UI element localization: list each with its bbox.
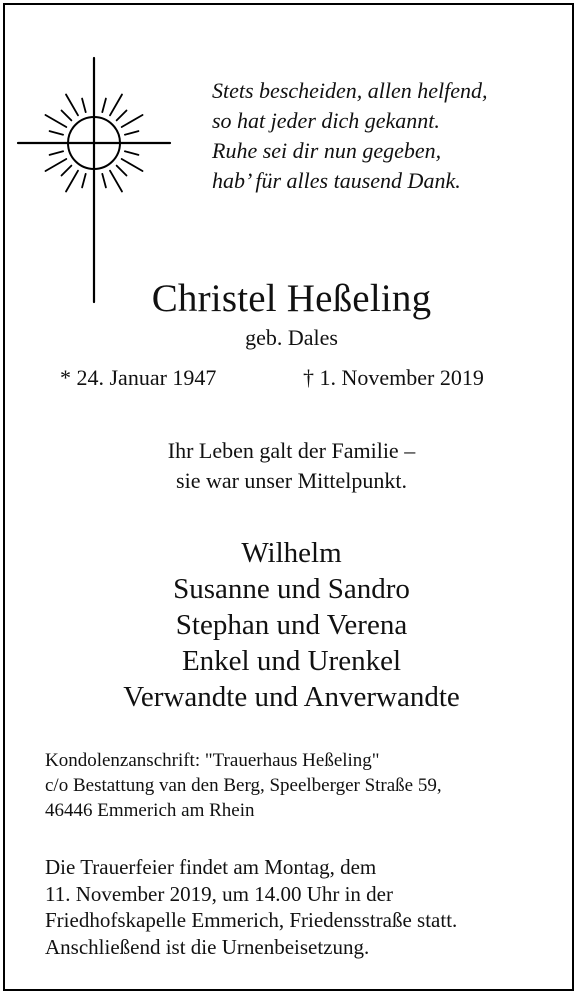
poem-line: Stets bescheiden, allen helfend, (212, 78, 488, 103)
mourner-line: Wilhelm (241, 537, 342, 569)
condolence-address (45, 748, 442, 823)
poem (212, 76, 488, 196)
maiden-name: geb. Dales (245, 325, 338, 350)
mourner-line: Susanne und Sandro (173, 573, 410, 605)
ceremony-notice (45, 854, 457, 960)
motto-line: sie war unser Mittelpunkt. (176, 468, 407, 493)
mourner-line: Stephan und Verena (175, 609, 408, 641)
poem-line: hab’ für alles tausend Dank. (212, 168, 461, 193)
address-line: Kondolenzanschrift: "Trauerhaus Heßeling" (45, 750, 380, 771)
ceremony-line: Anschließend ist die Urnenbeisetzung. (45, 934, 370, 959)
ceremony-line: 11. November 2019, um 14.00 Uhr in der (45, 881, 393, 906)
ceremony-line: Friedhofskapelle Emmerich, Friedensstraße statt. (45, 908, 458, 932)
mourners-list (0, 535, 583, 715)
poem-line: so hat jeder dich gekannt. (212, 108, 440, 133)
motto-line: Ihr Leben galt der Familie – (167, 438, 416, 463)
motto (0, 436, 583, 496)
mourner-line: Verwandte und Anverwandte (123, 681, 460, 713)
cross-with-radiant-sun-icon (12, 52, 182, 312)
address-line: 46446 Emmerich am Rhein (45, 800, 255, 821)
death-date: † 1. November 2019 (303, 365, 484, 390)
mourner-line: Enkel und Urenkel (181, 645, 402, 677)
poem-line: Ruhe sei dir nun gegeben, (212, 138, 442, 163)
ceremony-line: Die Trauerfeier findet am Montag, dem (45, 855, 377, 879)
birth-date: * 24. Januar 1947 (60, 365, 217, 390)
deceased-name: Christel Heßeling (151, 277, 432, 320)
address-line: c/o Bestattung van den Berg, Speelberger Straße 59, (45, 775, 442, 796)
